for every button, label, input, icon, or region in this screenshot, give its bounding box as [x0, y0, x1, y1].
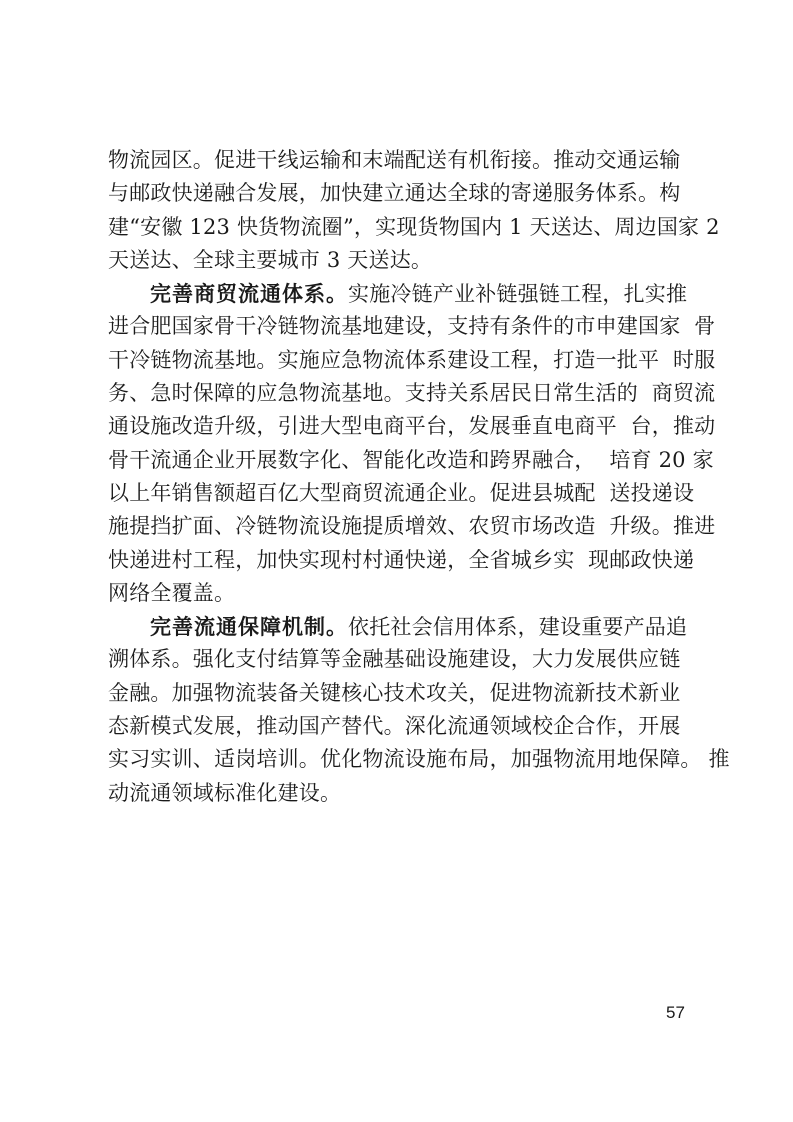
- paragraph-line: 务、急时保障的应急物流基地。支持关系居民日常生活的 商贸流: [108, 381, 716, 406]
- page-number: 57: [666, 1003, 685, 1022]
- body-text: [108, 144, 730, 810]
- paragraph-line: 天送达、全球主要城市 3 天送达。: [108, 247, 433, 272]
- paragraph-line: 干冷链物流基地。实施应急物流体系建设工程，打造一批平 时服: [108, 347, 716, 372]
- section-heading: 完善商贸流通体系。: [150, 281, 348, 307]
- paragraph-line: 网络全覆盖。: [108, 580, 236, 605]
- paragraph-line: 建“安徽 123 快货物流圈”，实现货物国内 1 天送达、周边国家 2: [108, 214, 720, 239]
- paragraph-line: 快递进村工程，加快实现村村通快递，全省城乡实 现邮政快递: [108, 547, 695, 572]
- paragraph-line: 以上年销售额超百亿大型商贸流通企业。促进县城配 送投递设: [108, 480, 695, 505]
- paragraph-line: 态新模式发展，推动国产替代。深化流通领域校企合作，开展: [108, 714, 681, 739]
- paragraph-line: 动流通领域标准化建设。: [108, 780, 342, 805]
- paragraph-text: 实施冷链产业补链强链工程，扎实推: [348, 282, 688, 307]
- paragraph-first-line: [108, 610, 688, 643]
- paragraph-line: 金融。加强物流装备关键核心技术攻关，促进物流新技术新业: [108, 680, 681, 705]
- paragraph-line: 骨干流通企业开展数字化、智能化改造和跨界融合， 培育 20 家: [108, 447, 714, 472]
- paragraph-first-line: [108, 277, 688, 310]
- paragraph-line: 进合肥国家骨干冷链物流基地建设，支持有条件的市申建国家 骨: [108, 314, 716, 339]
- paragraph-text: 依托社会信用体系，建设重要产品追: [348, 615, 688, 640]
- paragraph-line: 通设施改造升级，引进大型电商平台，发展垂直电商平 台，推动: [108, 414, 716, 439]
- paragraph-line: 施提挡扩面、冷链物流设施提质增效、农贸市场改造 升级。推进: [108, 514, 716, 539]
- section-heading: 完善流通保障机制。: [150, 614, 348, 640]
- paragraph-line: 溯体系。强化支付结算等金融基础设施建设，大力发展供应链: [108, 647, 681, 672]
- paragraph-line: 实习实训、适岗培训。优化物流设施布局，加强物流用地保障。 推: [108, 747, 730, 772]
- paragraph-line: 物流园区。促进干线运输和末端配送有机衔接。推动交通运输: [108, 148, 681, 172]
- paragraph-line: 与邮政快递融合发展，加快建立通达全球的寄递服务体系。构: [108, 181, 681, 206]
